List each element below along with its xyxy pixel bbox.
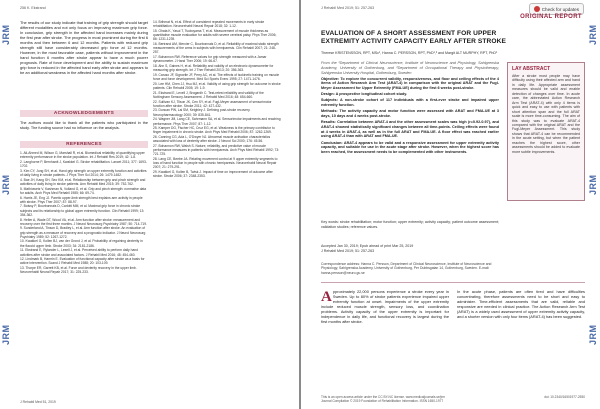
- journal-side-label: JRM: [588, 324, 598, 346]
- introduction-text-1: pproximately 22,000 persons experience a stroke every year in Sweden. Up to 80% of stroke patients experience impaired upper extremity function at onset. Impairments of the upper extremity include reduced muscle strength, sensory loss, and coordination problems. Activity capacity of the upper extremity is important for independence in daily life, and functional recovery is largest during the first months after stroke.: [321, 289, 449, 324]
- reference-item: 12. Lindmark B, Hamrin E. Evaluation of functional capacity after stroke as a basis for active intervention. Scand J Rehabil Med 1988; 20: 103-109.: [20, 257, 145, 266]
- acknowledgements-heading: ACKNOWLEDGEMENTS: [20, 110, 148, 117]
- abstract-section-label: Objective:: [321, 76, 341, 81]
- abstract-section-text: A prospective longitudinal cohort study.: [335, 92, 408, 97]
- reference-item: 3. Kim CY, Jung SH, et al. Hand grip strength on upper extremity function and activities of daily living in stroke patients. J Phys Ther Sci 2014; 26: 1479-1482.: [20, 168, 147, 177]
- reference-item: 21. Ekstrand E, Lexell J, Brogardh C. Test-retest reliability and validity of the Nottingham Sensory Assessment. J Rehabil Med 2016; 48: 654-660.: [153, 90, 264, 99]
- reference-item: 4. Bae JH, Kang SH, Seo KM, et al. Relationship between grip and pinch strength and activities of daily living in stroke patients. Ann Rehabil Med 2015; 39: 752-762.: [20, 177, 146, 186]
- abstract-section: [321, 98, 499, 108]
- reference-item: 22. Sullivan KJ, Tilson JK, Cen SY, et al. Fugl-Meyer assessment of sensorimotor function after stroke. Stroke 2011; 42: 427-432.: [153, 99, 272, 108]
- lay-abstract-box: [507, 62, 585, 201]
- introduction-col1: [321, 290, 449, 325]
- introduction-col2: In the acute phase, patients are often tired and have difficulties concentrating, therefore assessments need to be short and easy to administer. Time-efficient assessments that are valid, reliable and responsive are needed in clinical practice. The Action Research Arm Test (ARAT) is a widely used assessment of upper extremity activity capacity, and a shorter version with only four items (ARAT-4) has been suggested.: [457, 289, 585, 319]
- references-heading: REFERENCES: [20, 141, 148, 148]
- article-title: EVALUATION OF A SHORT ASSESSMENT FOR UPPER EXTREMITY ACTIVITY CAPACITY EARLY AFTER STROKE: [321, 30, 506, 46]
- acknowledgements-text: The authors would like to thank all the patients who participated in the study. The funding source had no influence on the analysis.: [20, 121, 148, 130]
- journal-side-label: JRM: [1, 324, 11, 346]
- abstract: [321, 61, 499, 156]
- abstract-section-label: Design:: [321, 92, 336, 97]
- article-type-label: ORIGINAL REPORT: [520, 14, 582, 20]
- check-updates-icon: [534, 6, 540, 12]
- reference-item: 16. Bertrand AM, Mercier C, Bourbonnais D, et al. Reliability of maximal static strength measurements of the arms in subjects with hemiparesis. Clin Rehabil 2007; 21: 248-257.: [153, 41, 279, 55]
- abstract-section-label: Subjects:: [321, 98, 340, 103]
- lay-abstract-text: After a stroke most people may have difficulty using their affected arm and hand in daily life. Appropriate assessment measures should be valid and enable detection of changes over time. In acute care, the abbreviated Action Research Arm Test (ARAT-4) with only 4 items is quick and easy to use with patients with short attention span and the full ARAT scale is more time-consuming. The aim of this study was to evaluate ARAT-4 compared with the original ARAT and the Fugl-Meyer Assessment. This study shows that ARAT-4 can be recommended in the acute setting, but when the patient reaches the highest score, other assessments should be added to evaluate more subtle improvements.: [512, 74, 580, 154]
- page-footer: [321, 395, 585, 403]
- journal-side-label: JRM: [588, 174, 598, 196]
- article-authors: Therese KRISTENSSON, RPT, MSc¹, Hanna C. PERSSON, RPT, PhD¹,² and Margit ALT MURPHY, RPT, PhD¹: [321, 51, 498, 55]
- running-head: 256 K. Ekstrand: [20, 6, 46, 10]
- page-footer: J Rehabil Med 51, 2019: [20, 400, 56, 404]
- reference-item: 10. Kwakkel G, Kollen BJ, van der Grond J, et al. Probability of regaining dexterity in the flaccid upper limb. Stroke 2003; 34: 2181-2186.: [20, 239, 143, 248]
- right-page: [301, 0, 600, 409]
- journal-side-label: JRM: [1, 174, 11, 196]
- abstract-section-text: The activity capacity and motor function were assessed with ARAT and FMA-UE at 3 days, 10 days and 4 weeks post-stroke.: [321, 109, 499, 119]
- abstract-section-text: Correlation between ARAT-4 and the other assessment scales was high (r=0.92-0.97), and ARAT-4 showed statistically significant changes between all time-points. Ceiling effects were found at 4 weeks in ARAT-4, as well as in the full ARAT and FMA-UE. A floor effect was reached earlier using ARAT-4 than with ARAT and FMA-UE.: [321, 120, 499, 139]
- reference-item: 5. Mathiowetz V, Kashman N, Volland G, et al. Grip and pinch strength: normative data for adults. Arch Phys Med Rehabil 1985; 66: 69-74.: [20, 186, 147, 195]
- reference-item: 13. Thorpe ER, Garrett KB, et al. Force and dexterity recovery in the upper limb. Neurorehabil Neural Repair 2017; 31: 225-233.: [20, 266, 137, 275]
- abstract-section: [321, 120, 499, 139]
- footer-doi[interactable]: doi: 10.2340/16501977-2550: [544, 395, 585, 399]
- abstract-section-text: To explore the concurrent validity, responsiveness, and floor and ceiling effects of the 4 items of Action Research Arm Test (ARAT-4) in comparison with the original ARAT and the Fugl-Meyer Assessment for Upper Extremity (FMA-UE) during the first 6 weeks post-stroke.: [321, 76, 499, 91]
- abstract-section: [321, 109, 499, 119]
- abstract-section-label: Results:: [321, 120, 338, 125]
- footer-journal: Journal Compilation © 2019 Foundation of Rehabilitation Information. ISSN 1650-1977: [321, 399, 444, 403]
- reference-item: 25. Kamper DG, Fischer HC, Cruz EG, et al. Weakness is the primary contributor to finger impairment in chronic stroke. Arch Phys Med Rehabil 2006; 87: 1262-1269.: [153, 126, 275, 135]
- reference-item: 27. Bohannon RW, Walsh S. Nature, reliability, and predictive value of muscle performance measures in patients with hemiparesis. Arch Phys Med Rehabil 1992; 73: 721-725.: [153, 144, 280, 157]
- abstract-section-text: A non-stroke cohort of 117 individuals with a first-ever stroke and impaired upper extremity function.: [321, 98, 499, 108]
- footer-license[interactable]: This is an open access article under the CC BY-NC license. www.medicaljournals.se/jrm: [321, 395, 446, 399]
- lay-abstract-title: LAY ABSTRACT: [512, 66, 551, 72]
- journal-side-label: JRM: [588, 24, 598, 46]
- correspondence: Correspondence address: Hanna C. Persson, Department of Clinical Neuroscience, Institute of Neuroscience and Physiology, Sahlgrenska Academy, University of Gothenburg, Per Dubbsgatan 14, Gothenburg, Sweden. E-mail: hanna.persson@neuro.gu.se: [321, 262, 492, 275]
- reference-item: 1. Ali-Ahmed M, Wilson G, Marshall R, et al. Biomedical reliability of quantifying upper extremity performance in the stroke population. Int J Rehabil Res 2019; 42: 1-8.: [20, 151, 145, 160]
- accepted-date: [321, 244, 499, 253]
- reference-item: 19. Caruso JF, Signorile JF, Perry AC, et al. The effects of isokinetic training on muscle force and force development. Med Sci Sports Exerc 1995; 27: 1471-1476.: [153, 72, 280, 81]
- reference-item: 17. Bohannon RW. Reference values for grip strength measured with a Jamar dynamometer. J Hand Ther 2006; 19: 66-67.: [153, 55, 267, 64]
- abstract-section: [321, 92, 499, 97]
- reference-item: 24. Wagner JM, Lang CE, Sahrmann SA, et al. Sensorimotor impairments and reaching performance. Phys Ther 2007; 87: 1-12.: [153, 117, 281, 126]
- journal-side-label: JRM: [1, 24, 11, 46]
- reference-item: 14. Brihmat N, et al. Effect of consistent repeated movements in early stroke rehabilitation. Neurorehabil Neural Repair 2018; 32: 1-12.: [153, 20, 265, 29]
- drop-cap: A: [321, 289, 332, 305]
- journal-side-bar: [0, 0, 13, 409]
- abstract-section-label: Conclusion:: [321, 140, 344, 145]
- reference-item: 29. Kwakkel G, Kollen B, Twisk J. Impact of time on improvement of outcome after stroke. Stroke 2006; 37: 2348-2353.: [153, 170, 273, 179]
- reference-item: 18. Ahn S, Gaines H, et al. Reliability and validity of an electronic dynamometer for measuring grip strength. Int J Ther Rehabil 2013; 20: 356-363.: [153, 63, 274, 73]
- conclusion-paragraph: The results of our study indicate that training of grip strength should target different modalities and not only focus on improving maximum grip force. In conclusion, grip strength in the affected hand increases mainly during the first year after stroke. The progress in most prominent during the first 6 months and then between 6 and 12 months. Patients with reduced grip strength still have considerably decreased grip force at 12 months. However, in the most favorable case, patients without improvement in the hand function 6 months after stroke appear to have a much poorer prognosis. Rate of force development and the ability to sustain maximum grip force is reduced in the affected hand early after stroke and appears to be an additional weakness in the affected hand months after stroke.: [20, 20, 148, 75]
- reference-item: 26. Canning CG, Ada L, O'Dwyer NJ. Abnormal muscle activation characteristics associated with loss of dexterity after stroke. J Neurol Sci 2000; 176: 45-56.: [153, 135, 271, 144]
- section-divider: [321, 282, 585, 283]
- running-head: J Rehabil Med 2019; 51: 257-263: [321, 6, 375, 10]
- keywords: Key words: stroke rehabilitation; motor function; upper extremity; activity capacity; patient outcome assessment; validation studies; reference values.: [321, 220, 499, 229]
- reference-item: 6. Harris JE, Eng JJ. Paretic upper-limb strength best explains arm activity in people with stroke. Phys Ther 2007; 87: 88-97.: [20, 195, 143, 204]
- affiliations: From the ¹Department of Clinical Neuroscience, Institute of Neuroscience and Physiology, Sahlgrenska Academy, University of Gothenburg, and ²Department of Occupational Therapy and Physiotherapy, Sahlgrenska University Hospital, Gothenburg, Sweden: [321, 61, 499, 75]
- references-list-col1: [20, 151, 148, 275]
- accepted-line: Accepted Jan 30, 2019; Epub ahead of print Mar 25, 2019: [321, 244, 414, 248]
- citation-line: J Rehabil Med 2019; 51: 257-263: [321, 248, 375, 253]
- reference-item: 23. Duncan PW, Lai SM, Keighley J. Defining post-stroke recovery. Neuropharmacology 2000; 39: 835-841.: [153, 108, 251, 117]
- abstract-section-label: Methods:: [321, 109, 340, 114]
- abstract-section: [321, 141, 499, 155]
- reference-item: 20. Lee HM, Chen JJ, Hsu MJ, et al. Validity of using grip strength for outcome in stroke patients. Clin Rehabil 2005; 19: 1-9.: [153, 81, 281, 90]
- left-page: [0, 0, 299, 409]
- reference-item: 11. Ekstrand E, Rylander L, Lexell J, et al. Perceived ability to perform daily hand activities after stroke and associated factors. J Rehabil Med 2016; 48: 454-460.: [20, 248, 138, 257]
- reference-item: 15. Ohata K, Yasui T, Tsuboyama T, et al. Measurement of muscle thickness as quantitative muscle evaluation for adults with severe cerebral palsy. Phys Ther 2006; 86: 1231-1239.: [153, 28, 277, 42]
- reference-item: 28. Lang CE, Beebe JA. Relating movement control at 9 upper extremity segments to loss of hand function in people with chronic hemiparesis. Neurorehabil Neural Repair 2007; 21: 279-291.: [153, 157, 278, 170]
- reference-item: 9. Sunderland A, Tinson D, Bradley L, et al. Arm function after stroke. An evaluation of grip strength as a measure of recovery and a prognostic indicator. J Neurol Neurosurg Psychiatry 1989; 52: 1267-1272.: [20, 226, 146, 239]
- abstract-section-text: ARAT-4 appears to be valid and a responsive assessment for upper extremity activity capacity, and suitable for use in the acute stage after stroke. However, when the highest score has been reached, the assessment needs to be complemented with other instruments.: [321, 140, 499, 155]
- abstract-section: [321, 77, 499, 91]
- references-list-col2: [153, 20, 281, 179]
- reference-item: 2. Langhorne P, Bernhardt J, Kwakkel G. Stroke rehabilitation. Lancet 2011; 377: 1693-1702.: [20, 159, 147, 169]
- check-for-updates-label: Check for updates: [541, 6, 579, 12]
- reference-item: 7. Boissy P, Bourbonnais D, Carlotti MM, et al. Maximal grip force in chronic stroke subjects and its relationship to global upper extremity function. Clin Rehabil 1999; 13: 354-362.: [20, 204, 145, 217]
- journal-side-bar: [587, 0, 600, 409]
- reference-item: 8. Heller A, Wade DT, Wood VA, et al. Arm function after stroke: measurement and recovery over the first three months. J Neurol Neurosurg Psychiatry 1987; 50: 714-719.: [20, 217, 147, 226]
